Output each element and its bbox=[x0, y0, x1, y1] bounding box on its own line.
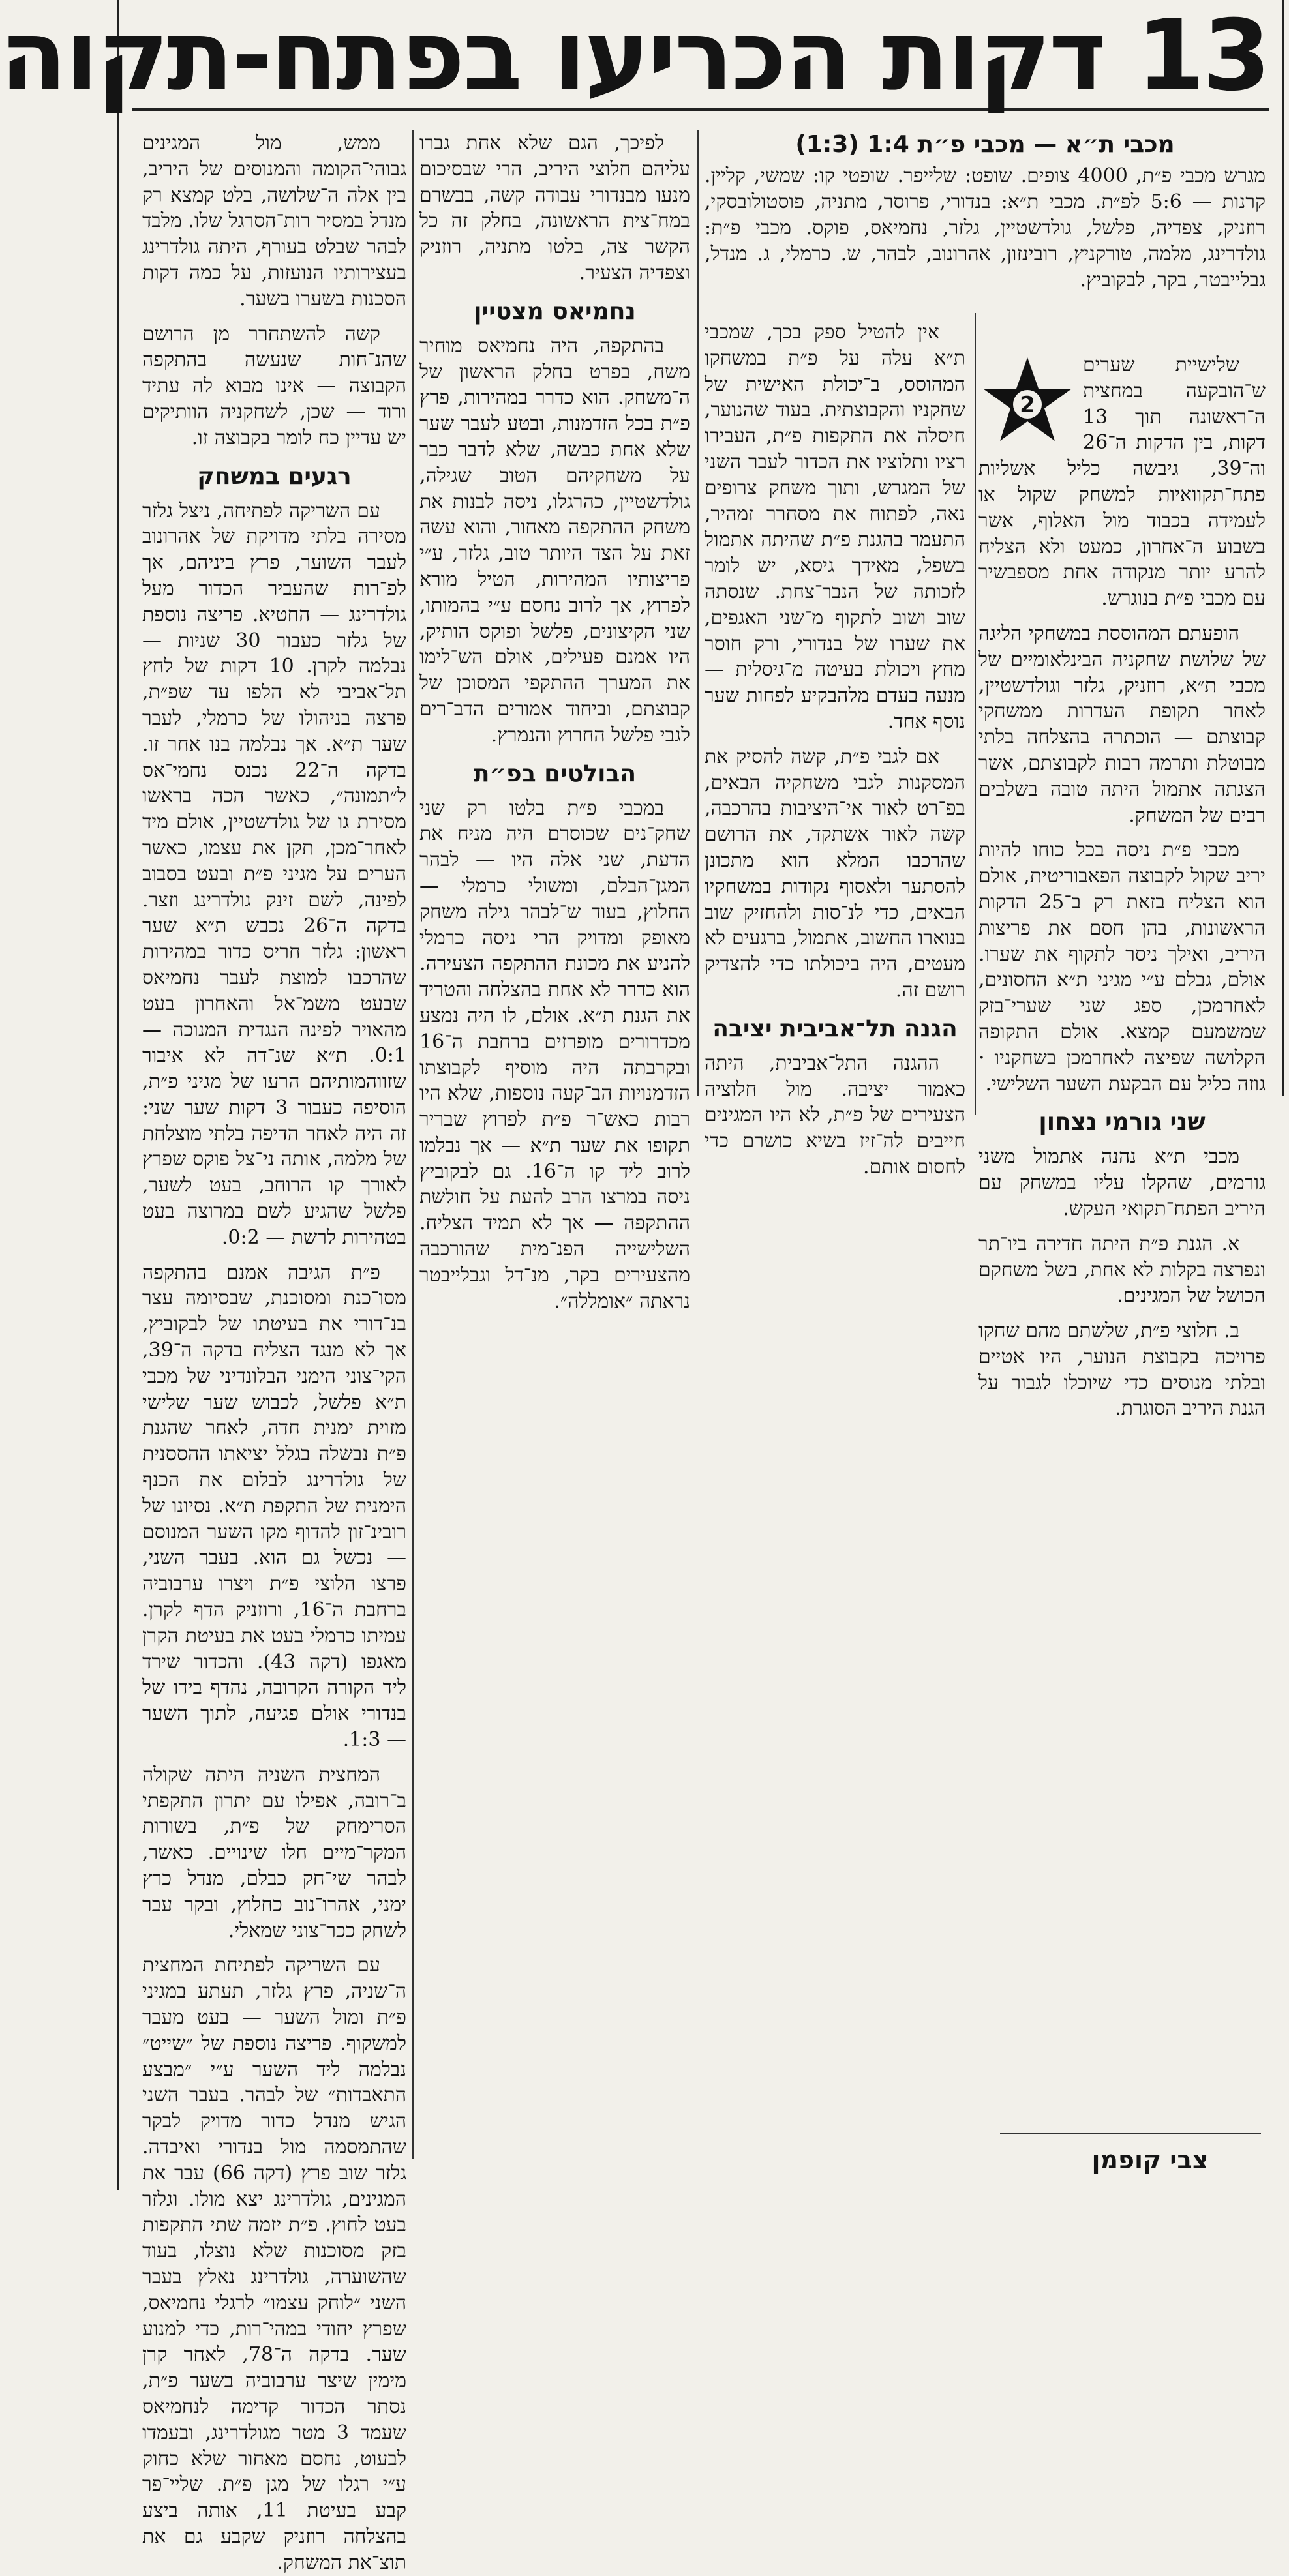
paragraph: הופעתם המהוססת במשחקי הליגה של שלושת שחקניה הבינלאומיים של מכבי ת״א, רוזניק, גלזר וגולדשטיין, לאחר תקופת העדרות ממשחקי קבוצתם — הוכתרה בהצלחה בלתי מבוטלת ותרמה רבות לקבוצתם, אשר הצגתה אתמול היתה טובה בשלבים רבים של המשחק. bbox=[978, 622, 1266, 827]
column-4 bbox=[142, 130, 407, 2574]
column-2 bbox=[705, 320, 965, 1178]
paragraph: ממש, מול המגינים גבוהי־הקומה והמנוסים של היריב, בין אלה ה־שלושה, בלט קמצא רק מנדל במסיר רות־הסרגל שלו. מלבד לבהר שבלט בעורף, היתה גולדרינג בעצירותיו הנועזות, על כמה דקות הסכנות בשערו בשער. bbox=[142, 132, 406, 310]
paragraph: בהתקפה, היה נחמיאס מוחיר משח, בפרט בחלק הראשון של ה־משחק. הוא כדרר במהירות, פרץ פ״ת בכל הזדמנות, ובטע לעבר שער שלא אחת כבשה, שלא לדבר כבר על משחקיהם הטוב שגילה, גולדשטיין, כהרגלו, ניסה לבנות את משחק ההתקפה מאחור, והוא עשה זאת על הצד היותר טוב, גלזר, ע״י פריצותיו המהירות, הטיל מורא לפרוץ, אך לרוב נחסם ע״י בהמותו, שני הקיצונים, פלשל ופוקס הותיק, היו אמנם פעילים, אולם הש־לימו את המערך ההתקפי המסוכן של קבוצתם, וביחוד אמורים הדב־רים לגבי פלשל החרוץ והנמרץ. bbox=[419, 334, 690, 747]
column-2-body bbox=[705, 320, 965, 1180]
star-rating-badge bbox=[978, 352, 1076, 450]
column-divider bbox=[975, 313, 976, 1115]
paragraph: מכבי פ״ת ניסה בכל כוחו להיות יריב שקול לקבוצה הפאבוריטית, אולם הוא הצליח בזאת רק ב־25 הדקות הראשונות, בהן חסם את פריצות היריב, ואילך ניסר לתקוף את שערו. אולם, גבלם ע״י מגיני ת״א החסונים, לאחרמכן, ספג שני שערי־בזק שמשמעם קמצא. אולם התקופה הקלושה שפיצה לאחרמכן בשחקניו · גוזה כליל עם הבקעת השער השלישי. bbox=[978, 839, 1266, 1096]
subheading: רגעים במשחק bbox=[197, 462, 352, 490]
subheading: הגנה תל־אביבית יציבה bbox=[712, 1015, 958, 1042]
paragraph: ב. חלוצי פ״ת, שלשתם מהם שחקו פרויכה בקבוצת הנוער, היו אטיים ובלתי מנוסים כדי שיוכלו לגבור על הגנת היריב הסוגרת. bbox=[978, 1319, 1266, 1420]
byline: צבי קופמן bbox=[1091, 2146, 1209, 2174]
paragraph: קשה להשתחרר מן הרושם שהנ־חות שנעשה בהתקפה הקבוצה — אינו מבוא לה עתיד ורוד — שכן, לשחקניה הוותיקים יש עדיין כח לומר בקבוצה זו. bbox=[142, 322, 406, 449]
score-heading: מכבי ת״א — מכבי פ״ת 1:4 (1:3) bbox=[795, 131, 1175, 158]
paragraph: עם השריקה לפתיחת המחצית ה־שניה, פרץ גלזר, תעתע במגיני פ״ת ומול השער — בעט מעבר למשקוף. פריצה נוספת של ״שייט״ נבלמה ליד השער ע״י ״מבצע התאבדות״ של לבהר. בעבר השני הגיש מנדל כדור מדויק לבקר שהתמסמה מול בנדורי ואיבדה. גלזר שוב פרץ (דקה 66) עבר את המגינים, גולדרינג יצא מולו. וגלזר בעט לחוץ. פ״ת יזמה שתי התקפות בזק מסוכנות שלא נוצלו, בעוד שהשוערה, גולדרינג נאלץ בעבר השני ״לוחק עצמו״ לרגלי נחמיאס, שפרץ יחודי במהי־רות, כדי למנוע שער. בדקה ה־78, לאחר קרן מימין שיצר ערבוביה בשער פ״ת, נסתר הכדור קדימה לנחמיאס שעמד 3 מטר מגולדרינג, ובעמדו לבעוט, נחסם מאחור שלא כחוק ע״י רגלו של מגן פ״ת. שליי־פר קבע בעיטת 11, אותה ביצע בהצלחה רוזניק שקבע גם את תוצ־את המשחק. bbox=[142, 1954, 407, 2574]
paragraph: מכבי ת״א נהנה אתמול משני גורמים, שהקלו עליו במשחק עם היריב הפתח־תקואי העקש. bbox=[978, 1145, 1266, 1220]
right-border-rule bbox=[1282, 0, 1284, 1096]
star-icon bbox=[978, 352, 1076, 450]
lead-block bbox=[705, 130, 1266, 293]
left-border-rule bbox=[117, 0, 119, 2190]
subheading: נחמיאס מצטיין bbox=[474, 297, 636, 325]
paragraph: שלישיית שערים ש־הובקעה במחצית ה־ראשונה תוך 13 דקות, בין הדקות ה־26 וה־39, גיבשה כליל אשליות פתח־תקוואיות למשחק שקול או לעמידה בכבוד מול האלוף, אשר בשבוע ה־אחרון, כמעט ולא הצליח להרע יותר מנקודה אחת מספבשיר עם מכבי פ״ת בנוגרש. bbox=[978, 353, 1266, 610]
paragraph: עם השריקה לפתיחה, ניצל גלזר מסירה בלתי מדויקת של אהרונוב לעבר השוער, פרץ ביניהם, אך לפ־רות שהעביר הכדור מעל גולדרינג — החטיא. פריצה נוספת של גלזר כעבור 30 שניות — נבלמה לקרן. 10 דקות של לחץ תל־אביבי לא הלפו עד שפ״ת, פרצה בניהולו של כרמלי, לעבר שער ת״א. אך נבלמה בנו אחר זו. בדקה ה־22 נכנס נחמי־אס ל״תמונה״, כאשר הכה בראשו מסירת גו של גולדשטיין, אולם מיד לאחר־מכן, תקן את עצמו, כאשר הערים על מגיני פ״ת ובעט בסבוב לפינה, לשם זינק גולדרינג וזצר. בדקה ה־26 נכבש ת״א שער ראשון: גלזר חריס כדור במהירות שהרכבו למוצת לעבר נחמיאס שבעט משמ־אל והאחרון בעט מהאויר לפינה הנגדית המנוכה — 0:1. ת״א שנ־דה לא איבור שזווהמותיהם הרעו של מגיני פ״ת, הוסיפה כעבור 3 דקות שער שני: זה היה לאחר הדיפה בלתי מוצלחת של מלמה, אותה ני־צל פוקס שפרץ לאורך קו הרוחב, בעט לשער, פלשל שהגיע לשם במרוצה בעט בטהירות לרשת — 0:2. bbox=[142, 499, 406, 1249]
subheading: שני גורמי נצחון bbox=[1039, 1109, 1206, 1136]
paragraph: במכבי פ״ת בלטו רק שני שחק־נים שכוסרם היה מניח את הדעת, שני אלה היו — לבהר המגן־הבלם, ומשולי כרמלי — החלוץ, בעוד ש־לבהר גילה משחק מאופק ומדויק הרי ניסה כרמלי להניע את מכונת ההתקפה הצעירה. הוא כדרר לא אחת בהצלחה והטריד את הגנת ת״א. אולם, לו היה נמצע מכדרורים מופרזים ברחבת ה־16 ובקרבתה היה מוסיף לקבוצתו הזדמנויות הב־קעה נוספות, שלא היו רבות כאש־ר פ״ת לפרוץ שבריר תקופו את שער ת״א — אך נבלמו לרוב ליד קו ה־16. גם לבקוביץ ניסה במרצו הרב להעת על חולשת ההתקפה — אך לא תמיד הצליח. השלישייה הפנ־מית שהורכבה מהצעירים בקר, מנ־דל וגבלייבטר נראתה ״אומללה״. bbox=[419, 796, 690, 1313]
column-1-body bbox=[978, 352, 1266, 1422]
column-3-body bbox=[419, 130, 690, 1314]
paragraph: לפיכך, הגם שלא אחת גברו עליהם חלוצי היריב, הרי שבסיכום מנעו מבנדורי עבודה קשה, בבשרם במח־צית הראשונה, בחלק זה כל הקשר צה, בלטו מתניה, רוזניק וצפדיה הצעיר. bbox=[419, 132, 690, 284]
column-4-body bbox=[142, 130, 406, 2576]
column-3 bbox=[419, 130, 690, 1313]
paragraph: פ״ת הגיבה אמנם בהתקפה מסו־כנת ומסוכנת, שבסיומה עצר בנ־דורי את בעיטתו של לבקוביץ, אך לא מנגד הצליח בדקה ה־39, הקי־צוני הימני הבלונדיני של מכבי ת״א פלשל, לכבוש שער שלישי מזוית ימנית חדה, לאחר שהגנת פ״ת נבשלה בגלל יציאתו ההססנית של גולדרינג לבלום את הכנף הימנית של התקפת ת״א. נסיונו של רובינ־זון להדוף מקו השער המנוסם — נכשל גם הוא. בעבר השני, פרצו הלוצי פ״ת ויצרו ערבוביה ברחבת ה־16, ורוזניק הדף לקרן. עמיתו כרמלי בעט את בעיטת הקרן מאגפו (דקה 43). והכדור שירד ליד הקורה הקרובה, נהדף בידו של בנדורי אולם פגיעה, לתוך השער — 1:3. bbox=[142, 1261, 406, 1752]
star-number: 2 bbox=[1020, 392, 1035, 418]
paragraph: אין להטיל ספק בכך, שמכבי ת״א עלה על פ״ת במשחקו המהוסס, ב־יכולת האישית של שחקניו והקבוצתית. בעוד שהנוער, חיסלה את התקפות פ״ת, העבירו רציו ותלוציו את הכדור לעבר השני של המגרש, ותוך משחק צרופים נאה, לפתוח את מסחרר זמהיר, התעמר בהגנת פ״ת שהיתה אתמול בשפל, מאידך גיסא, יש לומר לזכותה של הנבר־צחת. שנסתה שוב ושוב לתקוף מ־שני האגפים, את שערו של בנדורי, ורק חוסר מחץ ויכולת בעיטה מ־גיסלית — מנעה בעדם מלהבקיע לפחות שער נוסף אחד. bbox=[705, 321, 965, 733]
column-divider bbox=[697, 130, 699, 1096]
subheading: הבולטים בפ״ת bbox=[473, 760, 637, 787]
lineup-paragraph: מגרש מכבי פ״ת, 4000 צופים. שופט: שלייפר. שופטי קו: שמשי, קליין. קרנות — 5:6 לפ״ת. מכבי ת״א: בנדורי, פרוסר, מתניה, פוסטולובסקי, רוזניק, צפדיה, פלשל, גולדשטיין, גלזר, נחמיאס, פוקס. מכבי פ״ת: גולדרינג, מלמה, טורקניץ, רובינזון, אהרונוב, לבהר, ש. כרמלי, ג. מנדל, גבלייבטר, בקר, לבקוביץ. bbox=[705, 164, 1266, 292]
column-divider bbox=[412, 130, 414, 2159]
paragraph: המחצית השניה היתה שקולה ב־רובה, אפילו עם יתרון התקפתי הסרימחק של פ״ת, בשורות המקר־מיים חלו שינויים. כאשר, לבהר שי־חק כבלם, מנדל כרץ ימני, אהרו־נוב כחלוץ, ובקר עבר לשחק ככר־צוני שמאלי. bbox=[142, 1763, 406, 1942]
paragraph: ההגנה התל־אביבית, היתה כאמור יציבה. מול חלוציה הצעירים של פ״ת, לא היו המגינים חייבים לה־זיז בשיא כושרם כדי לחסום אותם. bbox=[705, 1051, 965, 1178]
paragraph: א. הגנת פ״ת היתה חדירה ביו־תר ונפרצה בקלות לא אחת, בשל משחקם הכושל של המגינים. bbox=[978, 1232, 1266, 1308]
headline: 13 דקות הכריעו בפתח-תקוה bbox=[0, 0, 1269, 113]
column-1 bbox=[978, 352, 1266, 1420]
paragraph: אם לגבי פ״ת, קשה להסיק את המסקנות לגבי משחקיה הבאים, בפ־רט לאור אי־היציבות בהרכבה, קשה לאור אשתקד, את הרושם שהרכבו המלא הוא מתכונן להסתער ולאסוף נקודות במשחקיו הבאים, כדי לנ־סות ולהחזיק שוב בנוארו החשוב, אתמול, ברגעים לא מעטים, היה ביכולתו כדי להצדיק רושם זה. bbox=[705, 745, 965, 1002]
end-rule bbox=[1000, 2133, 1261, 2134]
